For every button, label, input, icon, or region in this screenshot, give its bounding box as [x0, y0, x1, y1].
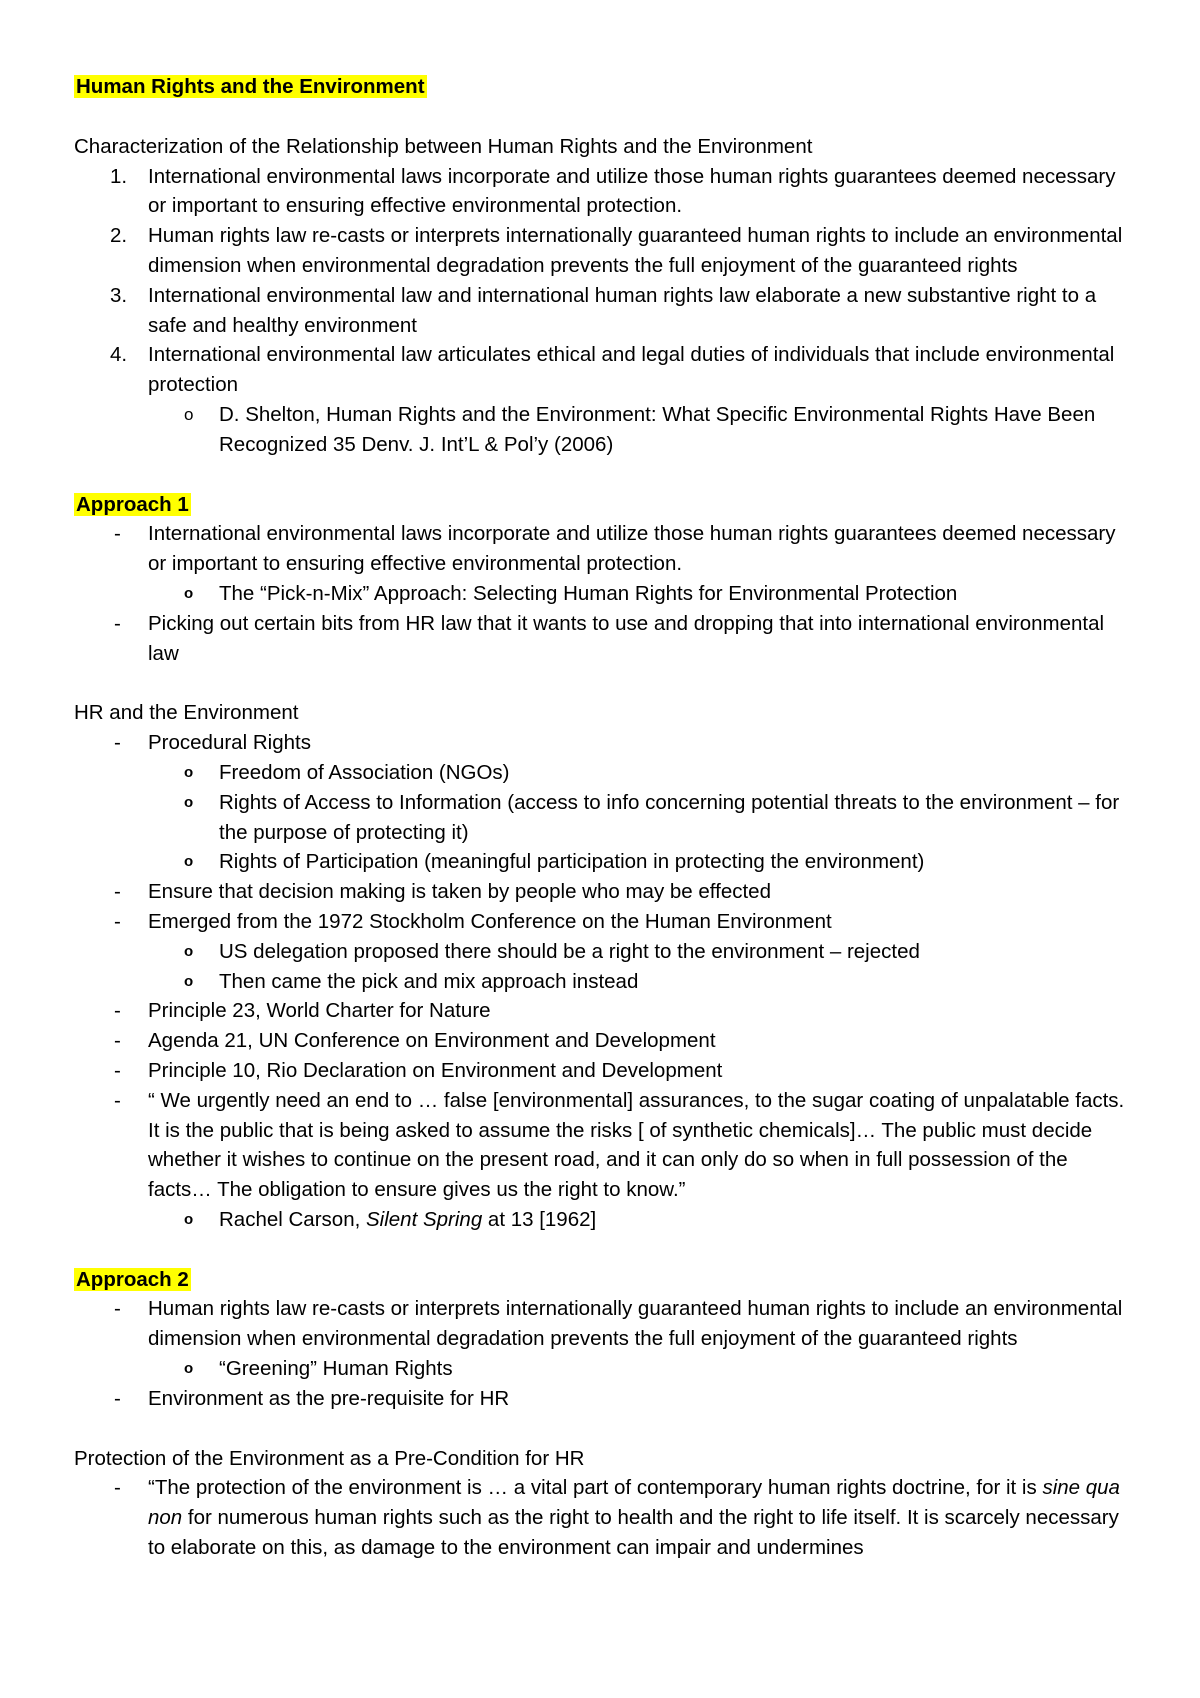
- sub-item-shelton: o D. Shelton, Human Rights and the Environment: What Specific Environmental Rights Have Been Recognized 35 Denv. J. Int’L & Pol’y (2006): [74, 400, 1134, 460]
- carson-citation: o Rachel Carson, Silent Spring at 13 [1962]: [74, 1205, 1134, 1235]
- bullet-icon: o: [184, 793, 194, 811]
- principle10-item: - Principle 10, Rio Declaration on Environment and Development: [114, 1058, 723, 1082]
- approach2-item-2: - Environment as the pre-requisite for HR: [114, 1386, 510, 1410]
- approach2-item-1: - Human rights law re-casts or interprets internationally guaranteed human rights to include an environmental dimension when environmental degradation prevents the full enjoyment of the guaranteed rights: [114, 1297, 1123, 1351]
- numbered-item-4: 4. International environmental law articulates ethical and legal duties of individuals that include environmental protection: [110, 343, 1115, 397]
- bullet-icon: o: [184, 942, 194, 960]
- emerged-sub-2: o Then came the pick and mix approach instead: [74, 967, 1134, 997]
- carson-quote-item: - “ We urgently need an end to … false [environmental] assurances, to the sugar coating of unpalatable facts. It is the public that is being asked to assume the risks [ of synthetic chemicals]… The public must decide whether it wishes to continue on the present road, and it can only do so when in full possession of the facts… The obligation to ensure gives us the right to know.”: [114, 1088, 1125, 1202]
- precondition-heading: Protection of the Environment as a Pre-Condition for HR: [74, 1446, 585, 1470]
- emerged-sub-1: o US delegation proposed there should be a right to the environment – rejected: [74, 937, 1134, 967]
- hr-environment-heading: HR and the Environment: [74, 701, 299, 725]
- agenda21-item: - Agenda 21, UN Conference on Environment and Development: [114, 1029, 716, 1053]
- bullet-icon: o: [184, 584, 194, 602]
- document-page: [74, 72, 1134, 1563]
- numbered-item-2: 2. Human rights law re-casts or interprets internationally guaranteed human rights to include an environmental dimension when environmental degradation prevents the full enjoyment of the guaranteed rights: [110, 224, 1123, 277]
- bullet-icon: o: [184, 853, 194, 871]
- bullet-icon: o: [184, 972, 194, 990]
- approach2-sub-greening: o “Greening” Human Rights: [74, 1354, 1134, 1384]
- open-bullet-icon: o: [184, 404, 194, 424]
- approach2-heading: Approach 2: [76, 1267, 189, 1291]
- principle23-item: - Principle 23, World Charter for Nature: [114, 999, 491, 1023]
- procedural-sub-3: o Rights of Participation (meaningful participation in protecting the environment): [74, 847, 1134, 877]
- numbered-item-1: 1. International environmental laws incorporate and utilize those human rights guarantees deemed necessary or important to ensuring effective environmental protection.: [110, 164, 1116, 218]
- emerged-item: - Emerged from the 1972 Stockholm Conference on the Human Environment: [114, 909, 832, 933]
- procedural-sub-2: o Rights of Access to Information (access to info concerning potential threats to the environment – for the purpose of protecting it): [74, 788, 1134, 848]
- bullet-icon: o: [184, 1210, 194, 1228]
- section-heading-characterization: Characterization of the Relationship between Human Rights and the Environment: [74, 134, 813, 158]
- procedural-rights-item: - Procedural Rights: [114, 731, 311, 755]
- approach1-item-1: - International environmental laws incorporate and utilize those human rights guarantees deemed necessary or important to ensuring effective environmental protection.: [114, 522, 1116, 576]
- approach1-sub-pick-n-mix: o The “Pick-n-Mix” Approach: Selecting Human Rights for Environmental Protection: [74, 579, 1134, 609]
- procedural-sub-1: o Freedom of Association (NGOs): [74, 758, 1134, 788]
- bullet-icon: o: [184, 1360, 194, 1378]
- bullet-icon: o: [184, 763, 194, 781]
- precondition-quote-item: - “The protection of the environment is … a vital part of contemporary human rights doctrine, for it is sine qua non for numerous human rights such as the right to health and the right to life itself. It is scarcely necessary to elaborate on this, as damage to the environment can impair and undermines: [114, 1476, 1120, 1560]
- numbered-item-3: 3. International environmental law and international human rights law elaborate a new substantive right to a safe and healthy environment: [110, 283, 1097, 337]
- approach1-item-2: - Picking out certain bits from HR law that it wants to use and dropping that into international environmental law: [114, 611, 1105, 665]
- approach1-heading: Approach 1: [76, 492, 189, 516]
- ensure-item: - Ensure that decision making is taken by people who may be effected: [114, 880, 771, 904]
- document-title: Human Rights and the Environment: [76, 75, 425, 98]
